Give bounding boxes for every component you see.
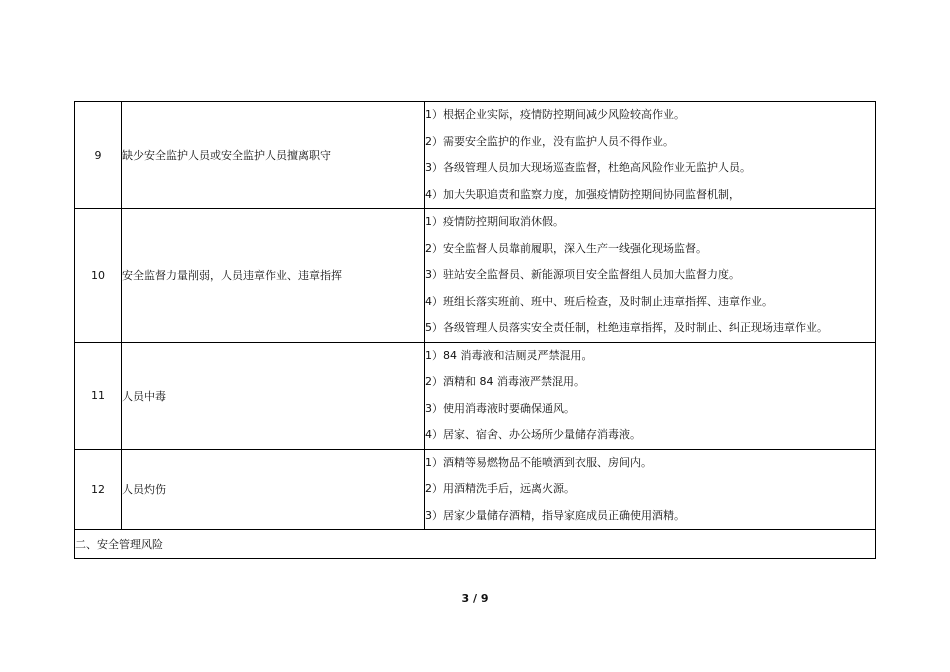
row-number: 12	[75, 449, 122, 530]
risk-description: 安全监督力量削弱，人员违章作业、违章指挥	[122, 209, 425, 343]
row-number: 11	[75, 342, 122, 449]
table-row	[75, 342, 876, 449]
measure-item: 1）疫情防控期间取消休假。	[425, 215, 564, 228]
row-number: 10	[75, 209, 122, 343]
table-row	[75, 102, 876, 209]
measure-item: 4）加大失职追责和监察力度，加强疫情防控期间协同监督机制，	[425, 187, 740, 201]
measure-item: 2）需要安全监护的作业，没有监护人员不得作业。	[425, 134, 674, 148]
measure-item: 3）居家少量储存酒精，指导家庭成员正确使用酒精。	[425, 508, 685, 522]
measure-item: 1）84 消毒液和洁厕灵严禁混用。	[425, 348, 593, 362]
risk-description: 人员中毒	[122, 342, 425, 449]
risk-table-body	[75, 102, 876, 530]
page-number: 3 / 9	[461, 592, 489, 605]
risk-description: 人员灼伤	[122, 449, 425, 530]
measures-cell	[425, 342, 876, 449]
risk-table	[74, 101, 876, 559]
measure-item: 3）驻站安全监督员、新能源项目安全监督组人员加大监督力度。	[425, 268, 740, 281]
section-title: 二、安全管理风险	[75, 530, 876, 559]
section-row	[75, 530, 876, 559]
measures-cell	[425, 102, 876, 209]
measure-item: 1）根据企业实际，疫情防控期间减少风险较高作业。	[425, 108, 685, 121]
measures-cell	[425, 209, 876, 343]
table-row	[75, 209, 876, 343]
measure-item: 2）安全监督人员靠前履职，深入生产一线强化现场监督。	[425, 241, 707, 255]
measure-item: 3）使用消毒液时要确保通风。	[425, 401, 575, 415]
measure-item: 2）酒精和 84 消毒液严禁混用。	[425, 375, 585, 388]
risk-description: 缺少安全监护人员或安全监护人员擅离职守	[122, 102, 425, 209]
measures-cell	[425, 449, 876, 530]
measure-item: 3）各级管理人员加大现场巡查监督，杜绝高风险作业无监护人员。	[425, 161, 751, 174]
row-number: 9	[75, 102, 122, 209]
measure-item: 5）各级管理人员落实安全责任制，杜绝违章指挥，及时制止、纠正现场违章作业。	[425, 321, 828, 334]
measure-item: 1）酒精等易燃物品不能喷洒到衣服、房间内。	[425, 455, 652, 469]
measure-item: 2）用酒精洗手后，远离火源。	[425, 482, 575, 495]
table-row	[75, 449, 876, 530]
measure-item: 4）班组长落实班前、班中、班后检查，及时制止违章指挥、违章作业。	[425, 294, 773, 308]
measure-item: 4）居家、宿舍、办公场所少量储存消毒液。	[425, 428, 641, 441]
